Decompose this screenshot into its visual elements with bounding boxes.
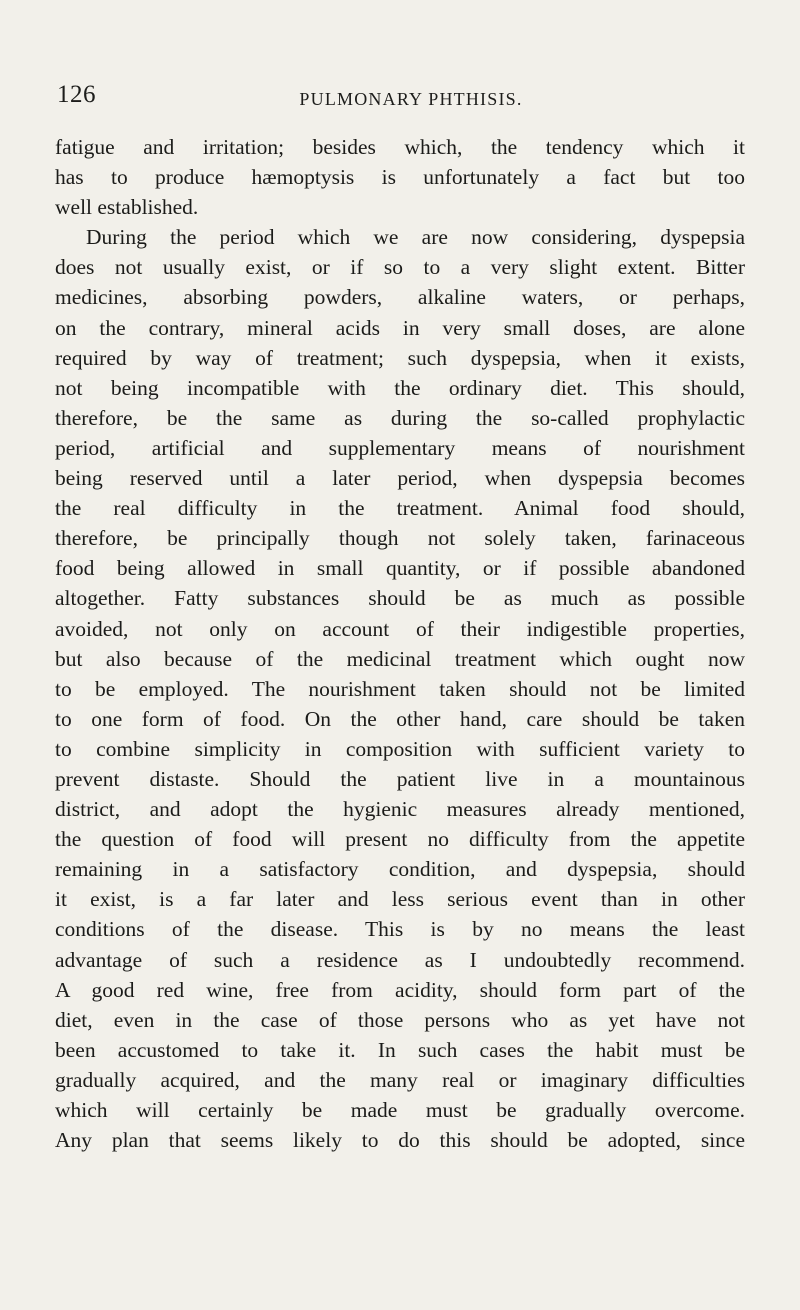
text-line: does not usually exist, or if so to a very slight extent. Bitter <box>55 255 745 280</box>
text-line: gradually acquired, and the many real or imaginary difficulties <box>55 1067 745 1092</box>
text-line: Any plan that seems likely to do this should be adopted, since <box>55 1128 745 1153</box>
text-line: medicines, absorbing powders, alkaline waters, or perhaps, <box>55 285 745 310</box>
text-line: to be employed. The nourishment taken should not be limited <box>55 676 745 701</box>
text-line: the question of food will present no difficulty from the appetite <box>55 827 745 852</box>
page-number: 126 <box>57 81 96 108</box>
text-line: not being incompatible with the ordinary diet. This should, <box>55 375 745 400</box>
text-line: the real difficulty in the treatment. Animal food should, <box>55 496 745 521</box>
text-line: fatigue and irritation; besides which, the tendency which it <box>55 135 745 159</box>
text-line: district, and adopt the hygienic measures already mentioned, <box>55 797 745 822</box>
text-line: well established. <box>55 195 199 220</box>
text-line: period, artificial and supplementary means of nourishment <box>55 435 745 460</box>
text-line: prevent distaste. Should the patient live in a mountainous <box>55 766 745 791</box>
text-line: to one form of food. On the other hand, care should be taken <box>55 706 745 731</box>
text-line: remaining in a satisfactory condition, and dyspepsia, should <box>55 857 745 882</box>
body-text <box>55 132 745 1155</box>
text-line: therefore, be principally though not solely taken, farinaceous <box>55 526 745 551</box>
text-line: During the period which we are now considering, dyspepsia <box>86 225 745 250</box>
running-head: PULMONARY PHTHISIS. <box>299 89 523 109</box>
text-line: it exist, is a far later and less serious event than in other <box>55 887 745 912</box>
text-line: altogether. Fatty substances should be as much as possible <box>55 586 745 611</box>
text-line: been accustomed to take it. In such cases the habit must be <box>55 1037 745 1062</box>
text-line: therefore, be the same as during the so-called prophylactic <box>55 405 745 430</box>
text-line: but also because of the medicinal treatment which ought now <box>55 646 745 671</box>
text-line: required by way of treatment; such dyspepsia, when it exists, <box>55 345 745 370</box>
text-line: on the contrary, mineral acids in very small doses, are alone <box>55 315 745 340</box>
text-line: A good red wine, free from acidity, should form part of the <box>55 977 745 1002</box>
text-line: to combine simplicity in composition with sufficient variety to <box>55 736 745 761</box>
text-line: being reserved until a later period, when dyspepsia becomes <box>55 466 745 491</box>
text-line: which will certainly be made must be gradually overcome. <box>55 1098 745 1122</box>
text-line: advantage of such a residence as I undoubtedly recommend. <box>55 947 745 972</box>
text-line: has to produce hæmoptysis is unfortunately a fact but too <box>55 165 745 190</box>
page-header <box>55 80 745 116</box>
text-line: avoided, not only on account of their indigestible properties, <box>55 616 745 641</box>
text-line: conditions of the disease. This is by no means the least <box>55 917 745 942</box>
text-line: diet, even in the case of those persons who as yet have not <box>55 1007 745 1032</box>
text-line: food being allowed in small quantity, or if possible abandoned <box>55 556 745 581</box>
